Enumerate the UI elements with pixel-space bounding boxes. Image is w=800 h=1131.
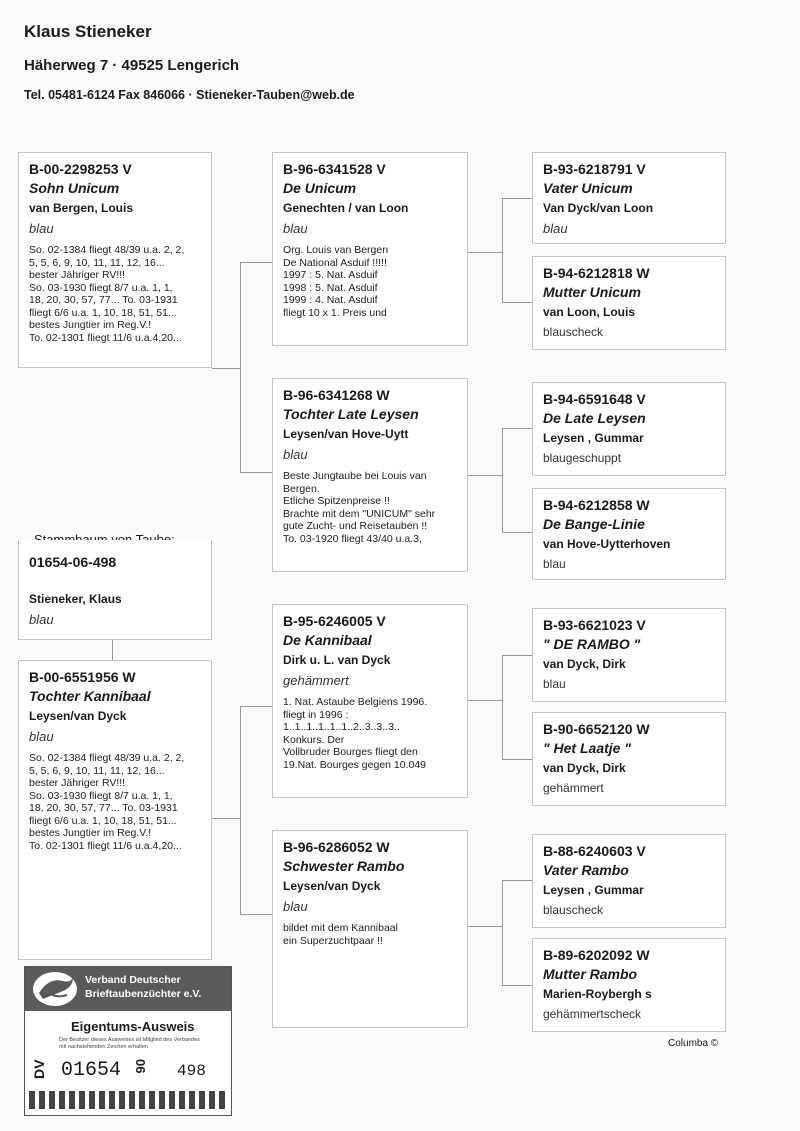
subject-breeder: Stieneker, Klaus — [29, 592, 122, 606]
pedigree-box-mm — [272, 830, 468, 1028]
footer-credit: Columba © — [668, 1038, 719, 1049]
ring-number: B-96-6286052 W — [283, 839, 390, 855]
stamp-banner — [25, 967, 231, 1011]
connector — [502, 428, 503, 532]
stamp-ring: 498 — [177, 1062, 206, 1080]
ring-number: B-93-6218791 V — [543, 161, 646, 177]
ring-number: B-94-6212818 W — [543, 265, 650, 281]
color: blau — [283, 221, 308, 236]
ring-number: B-00-6551956 W — [29, 669, 136, 685]
stamp-title: Eigentums-Ausweis — [71, 1019, 195, 1034]
pigeon-name: " Het Laatje " — [543, 740, 631, 756]
color: blaugeschuppt — [543, 451, 622, 465]
stamp-org: Verband Deutscher Brieftaubenzüchter e.V. — [85, 974, 202, 1000]
stamp-dv: DV — [31, 1059, 47, 1079]
color: gehämmertscheck — [543, 1007, 642, 1021]
connector — [468, 252, 502, 253]
breeder: Leysen , Gummar — [543, 883, 644, 897]
stamp-subtitle: Der Besitzer dieses Ausweises ist Mitglied des Verbandes mit nachstehenden Zeichen erhalten — [59, 1037, 200, 1050]
pigeon-logo-icon — [29, 969, 81, 1009]
breeder-name: Klaus Stieneker — [24, 22, 152, 41]
pigeon-name: Vater Rambo — [543, 862, 629, 878]
stamp-number: 01654 — [61, 1059, 122, 1082]
color: gehämmert — [543, 781, 604, 795]
pigeon-name: Schwester Rambo — [283, 858, 405, 874]
breeder: Van Dyck/van Loon — [543, 201, 654, 215]
pedigree-box-fm — [272, 378, 468, 572]
breeder: van Loon, Louis — [543, 305, 635, 319]
ring-number: B-93-6621023 V — [543, 617, 646, 633]
connector — [212, 368, 240, 369]
notes: bildet mit dem Kannibaal ein Superzuchtpaar !! — [283, 922, 398, 947]
pedigree-box-mmm — [532, 938, 726, 1032]
pedigree-box-mfm — [532, 712, 726, 806]
ring-number: B-90-6652120 W — [543, 721, 650, 737]
pigeon-name: De Bange-Linie — [543, 516, 645, 532]
pedigree-box-fff — [532, 152, 726, 244]
pedigree-box-mff — [532, 608, 726, 702]
connector — [112, 640, 113, 660]
color: blau — [543, 221, 568, 236]
ring-number: B-88-6240603 V — [543, 843, 646, 859]
pedigree-box-fmm — [532, 488, 726, 580]
notes: Org. Louis van Bergen De National Asduif !!!!! 1997 : 5. Nat. Asduif 1998 : 5. Nat. Asduif 1999 : 4. Nat. Asduif fliegt 10 x 1. Preis und — [283, 244, 389, 319]
pigeon-name: Sohn Unicum — [29, 180, 120, 196]
pedigree-box-ffm — [532, 256, 726, 350]
connector — [502, 880, 532, 881]
breeder: Genechten / van Loon — [283, 201, 409, 215]
connector — [502, 880, 503, 985]
pigeon-name: Mutter Rambo — [543, 966, 638, 982]
color: blau — [543, 677, 566, 691]
ring-number: B-95-6246005 V — [283, 613, 386, 629]
breeder-contact: Tel. 05481-6124 Fax 846066 · Stieneker-Tauben@web.de — [24, 88, 355, 102]
pigeon-name: Mutter Unicum — [543, 284, 641, 300]
color: blau — [29, 729, 54, 744]
subject-color: blau — [29, 612, 54, 627]
connector — [502, 655, 503, 759]
breeder: Marien-Roybergh s — [543, 987, 652, 1001]
connector — [240, 706, 272, 707]
pigeon-name: De Kannibaal — [283, 632, 372, 648]
ownership-stamp — [24, 966, 232, 1116]
connector — [502, 198, 503, 302]
connector — [240, 706, 241, 914]
notes: 1. Nat. Astaube Belgiens 1996. fliegt in 1996 : 1..1..1..1..1..1..2..3..3..3.. Konkurs. Der Vollbruder Bourges fliegt den 19.Nat. Bourges gegen 10.049 — [283, 696, 428, 771]
ring-number: B-96-6341268 W — [283, 387, 390, 403]
pigeon-name: De Late Leysen — [543, 410, 646, 426]
stamp-pattern — [29, 1091, 227, 1109]
breeder: Leysen , Gummar — [543, 431, 644, 445]
connector — [502, 428, 532, 429]
breeder: van Dyck, Dirk — [543, 761, 626, 775]
connector — [240, 262, 241, 472]
connector — [468, 926, 502, 927]
notes: So. 02-1384 fliegt 48/39 u.a. 2, 2, 5, 5, 6, 9, 10, 11, 11, 12, 16... bester Jähriger RV!!! So. 03-1930 fliegt 8/7 u.a. 1, 1, 18, 20, 30, 57, 77... To. 03-1931 fliegt 6/6 u.a. 1, 10, 18, 51, 51... bestes Jungtier im Reg.V.! To. 02-1301 fliegt 11/6 u.a.4,20... — [29, 752, 185, 852]
pedigree-box-father — [18, 152, 212, 368]
breeder: Leysen/van Dyck — [29, 709, 127, 723]
breeder: van Hove-Uytterhoven — [543, 537, 671, 551]
breeder: Leysen/van Hove-Uytt — [283, 427, 409, 441]
connector — [502, 655, 532, 656]
connector — [468, 700, 502, 701]
notes: Beste Jungtaube bei Louis van Bergen. Etliche Spitzenpreise !! Brachte mit dem "UNICUM" sehr gute Zucht- und Reisetauben !! To. 03-1920 fliegt 43/40 u.a.3, — [283, 470, 436, 545]
connector — [212, 818, 240, 819]
ring-number: B-94-6212858 W — [543, 497, 650, 513]
color: blau — [543, 557, 566, 571]
notes: So. 02-1384 fliegt 48/39 u.a. 2, 2, 5, 5, 6, 9, 10, 11, 11, 12, 16... bester Jähriger RV!!! So. 03-1930 fliegt 8/7 u.a. 1, 1, 18, 20, 30, 57, 77... To. 03-1931 fliegt 6/6 u.a. 1, 10, 18, 51, 51... bestes Jungtier im Reg.V.! To. 02-1301 fliegt 11/6 u.a.4,20... — [29, 244, 185, 344]
connector — [502, 198, 532, 199]
connector — [468, 475, 502, 476]
pigeon-name: De Unicum — [283, 180, 357, 196]
breeder-address: Häherweg 7 · 49525 Lengerich — [24, 57, 240, 74]
pigeon-name: " DE RAMBO " — [543, 636, 641, 652]
breeder: Leysen/van Dyck — [283, 879, 381, 893]
breeder: van Bergen, Louis — [29, 201, 134, 215]
pedigree-box-mf — [272, 604, 468, 798]
pedigree-box-ff — [272, 152, 468, 346]
breeder: Dirk u. L. van Dyck — [283, 653, 391, 667]
connector — [502, 759, 532, 760]
pigeon-name: Vater Unicum — [543, 180, 633, 196]
color: gehämmert — [283, 673, 349, 688]
ring-number: B-94-6591648 V — [543, 391, 646, 407]
breeder: van Dyck, Dirk — [543, 657, 626, 671]
connector — [502, 985, 532, 986]
subject-ring: 01654-06-498 — [29, 554, 117, 570]
connector — [502, 532, 532, 533]
pigeon-name: Tochter Kannibaal — [29, 688, 151, 704]
color: blau — [29, 221, 54, 236]
pigeon-name: Tochter Late Leysen — [283, 406, 419, 422]
connector — [240, 472, 272, 473]
pedigree-box-mother — [18, 660, 212, 960]
ring-number: B-96-6341528 V — [283, 161, 386, 177]
color: blau — [283, 447, 308, 462]
color: blauscheck — [543, 903, 604, 917]
stamp-year: 06 — [133, 1059, 148, 1074]
color: blauscheck — [543, 325, 604, 339]
pedigree-box-mmf — [532, 834, 726, 928]
ring-number: B-00-2298253 V — [29, 161, 132, 177]
connector — [240, 262, 272, 263]
pedigree-box-fmf — [532, 382, 726, 476]
subject-box — [18, 540, 212, 640]
connector — [240, 914, 272, 915]
ring-number: B-89-6202092 W — [543, 947, 650, 963]
connector — [502, 302, 532, 303]
color: blau — [283, 899, 308, 914]
